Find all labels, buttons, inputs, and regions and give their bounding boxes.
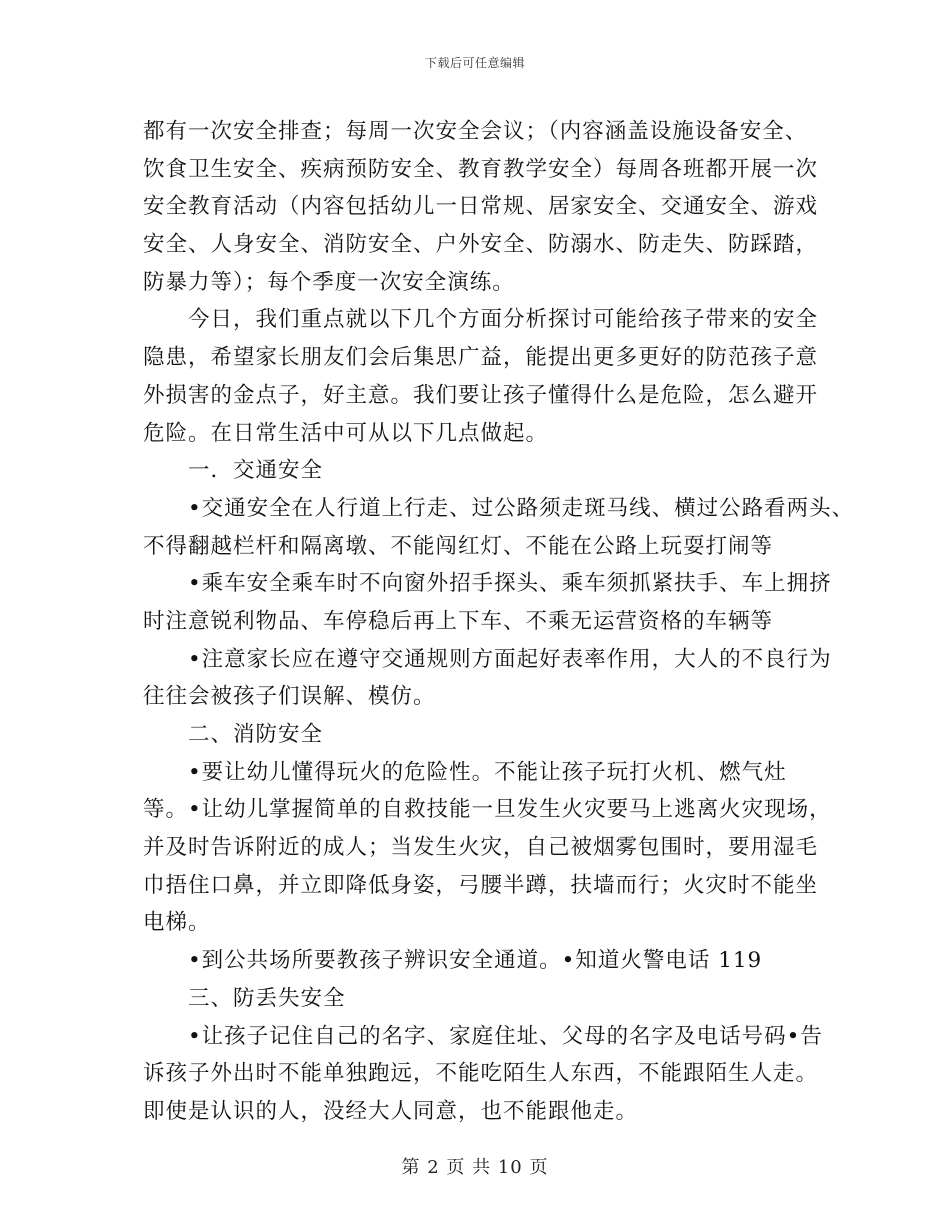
text-line: 时注意锐利物品、车停稳后再上下车、不乘无运营资格的车辆等	[143, 608, 774, 634]
text-line: 即使是认识的人，没经大人同意，也不能跟他走。	[143, 1098, 639, 1124]
text-line: 不得翻越栏杆和隔离墩、不能闯红灯、不能在公路上玩耍打闹等	[143, 533, 774, 559]
page-number-footer: 第 2 页 共 10 页	[401, 1157, 549, 1178]
text-line: 饮食卫生安全、疾病预防安全、教育教学安全）每周各班都开展一次	[143, 156, 819, 182]
page-header: 下载后可任意编辑	[424, 56, 525, 70]
text-line: 防暴力等）；每个季度一次安全演练。	[143, 269, 515, 295]
bullet-line: •让孩子记住自己的名字、家庭住址、父母的名字及电话号码•告	[188, 1023, 823, 1049]
section-heading: 二、消防安全	[188, 722, 324, 747]
text-line: 往往会被孩子们误解、模仿。	[143, 684, 436, 710]
text-line: 今日，我们重点就以下几个方面分析探讨可能给孩子带来的安全	[188, 307, 819, 333]
text-line: 安全、人身安全、消防安全、户外安全、防溺水、防走失、防踩踏，	[143, 232, 819, 258]
text-line: 诉孩子外出时不能单独跑远，不能吃陌生人东西，不能跟陌生人走。	[143, 1061, 819, 1087]
text-line: 隐患，希望家长朋友们会后集思广益，能提出更多更好的防范孩子意	[143, 345, 819, 371]
section-heading: 三、防丢失安全	[188, 985, 346, 1011]
text-line: 并及时告诉附近的成人；当发生火灾，自己被烟雾包围时，要用湿毛	[143, 835, 819, 861]
bullet-line: •交通安全在人行道上行走、过公路须走斑马线、横过公路看两头、	[188, 495, 855, 521]
bullet-line: •到公共场所要教孩子辨识安全通道。•知道火警电话 119	[188, 948, 763, 974]
text-line: 危险。在日常生活中可从以下几点做起。	[143, 420, 549, 446]
section-heading: 一．交通安全	[188, 458, 324, 484]
text-line: 安全教育活动（内容包括幼儿一日常规、居家安全、交通安全、游戏	[143, 194, 819, 220]
bullet-line: •乘车安全乘车时不向窗外招手探头、乘车须抓紧扶手、车上拥挤	[188, 571, 832, 597]
bullet-line: •注意家长应在遵守交通规则方面起好表率作用，大人的不良行为	[188, 646, 832, 672]
bullet-line: •要让幼儿懂得玩火的危险性。不能让孩子玩打火机、燃气灶	[188, 759, 787, 785]
document-body	[143, 113, 855, 1131]
text-line: 电梯。	[143, 910, 211, 936]
text-line: 外损害的金点子，好主意。我们要让孩子懂得什么是危险，怎么避开	[143, 382, 819, 408]
text-line: 等。•让幼儿掌握简单的自救技能一旦发生火灾要马上逃离火灾现场，	[143, 797, 832, 823]
text-line: 巾捂住口鼻，并立即降低身姿，弓腰半蹲，扶墙而行；火灾时不能坐	[143, 872, 819, 898]
text-line: 都有一次安全排查；每周一次安全会议；（内容涵盖设施设备安全、	[143, 119, 808, 144]
